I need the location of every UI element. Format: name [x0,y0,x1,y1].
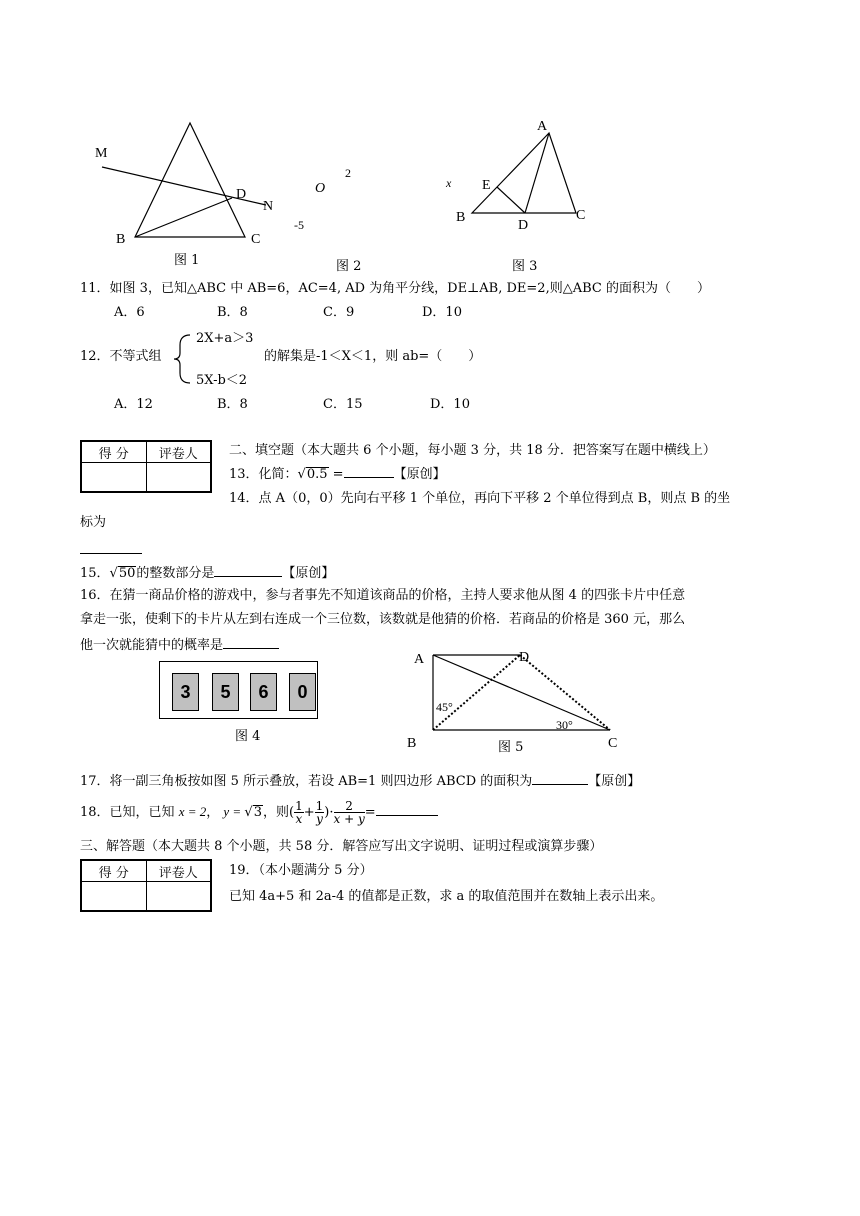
q12-suffix: 的解集是-1＜X＜1，则 ab=（ ） [264,349,482,364]
score-header: 得 分 [81,860,146,882]
q15-answer-blank[interactable] [214,564,282,577]
q14-line-2: 标为 [80,515,107,530]
q15-suffix: 【原创】 [282,566,335,581]
fig1-label-d: D [236,187,247,202]
fig1-line-bd [135,198,232,237]
q18-frac-1-num: 1 [295,799,303,813]
q17-prefix: 17．将一副三角板按如图 5 所示叠放，若设 AB=1 则四边形 ABCD 的面积为 [80,774,533,789]
q15-mid: 的整数部分是 [136,566,215,581]
fig5-label-c: C [608,736,618,751]
q12-option-d: D．10 [430,397,470,412]
fig1-label-n: N [263,199,274,214]
q18-answer-blank[interactable] [376,803,438,816]
q12-inequality-2: 5X-b＜2 [196,373,248,388]
fig4-caption: 图 4 [235,729,261,744]
fig5-angle-30: 30° [556,718,573,732]
fig5-label-b: B [407,736,417,751]
q18-frac-2-num: 1 [315,799,324,813]
q12-inequality-1: 2X+a＞3 [196,331,254,346]
q16-line-3 [80,636,279,654]
fig1-label-c: C [251,232,261,247]
q16-answer-blank[interactable] [223,636,279,649]
fig5-label-d: D [519,650,530,665]
q18-frac-1 [294,800,304,825]
q14-line-1: 14．点 A（0，0）先向右平移 1 个单位，再向下平移 2 个单位得到点 B，则点 B 的坐 [229,491,731,506]
q13-answer-blank[interactable] [344,465,394,478]
q15 [80,564,334,582]
score-table-section-3 [80,859,212,912]
fig2-label-neg5: -5 [294,218,304,232]
card-1: 3 [172,673,199,711]
section-2-heading: 二、填空题（本大题共 6 个小题，每小题 3 分，共 18 分．把答案写在题中横线上） [229,443,716,458]
score-cell[interactable] [81,463,146,493]
fig3-caption: 图 3 [512,259,538,274]
q13-prefix: 13．化简： [229,467,298,482]
q18-x-value: x = 2 [178,804,207,819]
sqrt-icon: √ [297,467,306,482]
q12-option-c: C．15 [323,397,363,412]
fig1-triangle [135,123,245,237]
score-cell[interactable] [81,882,146,912]
fig2-label-2: 2 [345,166,351,180]
q19-text: 已知 4a+5 和 2a-4 的值都是正数，求 a 的取值范围并在数轴上表示出来。 [229,889,664,904]
q12-option-b: B．8 [217,397,248,412]
brace-icon [172,333,192,385]
q11-option-d: D．10 [422,305,462,320]
score-header: 得 分 [81,441,146,463]
fig5-caption: 图 5 [498,740,524,755]
grader-header: 评卷人 [146,441,211,463]
q13-radicand: 0.5 [306,467,328,482]
q18-prefix: 18．已知，已知 [80,805,175,820]
card-2: 5 [212,673,239,711]
q18-y-radicand: 3 [253,805,262,820]
fig3-triangle [472,133,576,213]
sqrt-icon: √ [109,566,118,581]
fig1-caption: 图 1 [174,253,200,268]
q18-frac-2 [315,800,325,825]
q14-answer-blank[interactable] [80,541,142,554]
grader-header: 评卷人 [146,860,211,882]
fig2-label-o: O [315,181,326,196]
fig2-caption: 图 2 [336,259,362,274]
q18-frac-3-den: x + y [333,812,365,826]
fig5-angle-45: 45° [436,700,453,714]
fig3-label-c: C [576,208,586,223]
sqrt-icon: √ [244,805,253,820]
q11-option-c: C．9 [323,305,355,320]
score-table-section-2 [80,440,212,493]
fig3-label-x: x [446,176,452,190]
q19-title: 19．（本小题满分 5 分） [229,863,373,878]
fig1-label-m: M [95,146,108,161]
q16-line-3-text: 他一次就能猜中的概率是 [80,638,224,653]
fig3-line-de [497,187,525,213]
q18: 18．已知，已知 x = 2， y = √3，则( $\frac{1}{x}$ + $\frac{1}{y}$ )· $\frac{2}{x + y}$ = [80,797,438,829]
q15-prefix: 15． [80,566,110,581]
q13-suffix: 【原创】 [393,467,446,482]
fig3-label-b: B [456,210,466,225]
q13: 13．化简：√0.5 = 【原创】 [229,467,446,482]
card-4: 0 [289,673,316,711]
fig1-label-b: B [116,232,126,247]
q12-option-a: A．12 [114,397,153,412]
section-3-heading: 三、解答题（本大题共 8 个小题，共 58 分．解答应写出文字说明、证明过程或演算步骤） [80,839,603,854]
q18-frac-3-num: 2 [334,800,365,813]
q12-prefix: 12．不等式组 [80,349,162,364]
grader-cell[interactable] [146,463,211,493]
q16-line-2: 拿走一张，使剩下的卡片从左到右连成一个三位数，该数就是他猜的价格．若商品的价格是 360 元，那么 [80,612,686,627]
q18-then: ，则 [263,805,290,820]
fig3-label-a: A [537,119,548,134]
fig5-label-a: A [414,652,425,667]
q11-option-a: A．6 [114,305,145,320]
fig3-label-d: D [518,218,529,233]
q15-radicand: 50 [118,566,136,581]
q17-suffix: 【原创】 [588,774,641,789]
fig5-side-bd [433,655,520,730]
fig3-label-e: E [482,178,491,193]
q17 [80,772,640,790]
q16-line-1: 16．在猜一商品价格的游戏中，参与者事先不知道该商品的价格，主持人要求他从图 4 的四张卡片中任意 [80,588,686,603]
grader-cell[interactable] [146,882,211,912]
q17-answer-blank[interactable] [532,772,588,785]
card-3: 6 [250,673,277,711]
q18-y-label: y = [223,804,245,819]
q11-text: 11．如图 3，已知△ABC 中 AB=6，AC=4, AD 为角平分线，DE⊥AB, DE=2,则△ABC 的面积为（ ） [80,281,710,296]
q18-frac-1-den: x [295,812,303,826]
q18-frac-3 [334,800,365,825]
q11-option-b: B．8 [217,305,248,320]
q18-frac-2-den: y [316,812,323,826]
